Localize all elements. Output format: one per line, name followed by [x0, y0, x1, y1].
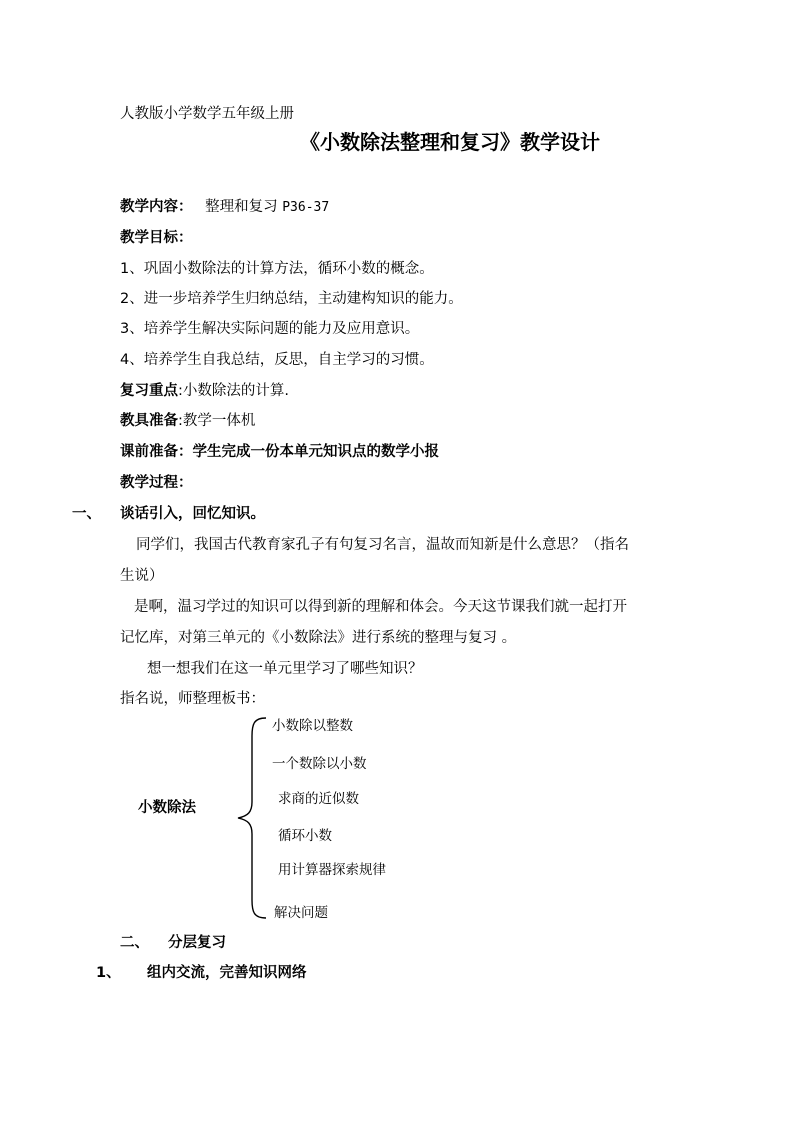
paragraph-line: 生说）: [120, 568, 164, 584]
prep-row: [120, 442, 439, 462]
diagram-branch: 一个数除以小数: [272, 756, 367, 772]
section2-number: 二、: [120, 935, 149, 951]
paragraph-line: 想一想我们在这一单元里学习了哪些知识？: [147, 661, 423, 677]
section2-title: 分层复习: [168, 935, 226, 951]
objective-item: 4、培养学生自我总结，反思，自主学习的习惯。: [120, 352, 434, 368]
diagram-branch: 解决问题: [274, 905, 328, 921]
content-value-pages: P36-37: [282, 200, 330, 215]
content-value-text: 整理和复习: [205, 199, 278, 215]
paragraph-line: 是啊，温习学过的知识可以得到新的理解和体会。今天这节课我们就一起打开: [134, 599, 627, 615]
document-subtitle: 人教版小学数学五年级上册: [120, 106, 294, 122]
prep-value: ：学生完成一份本单元知识点的数学小报: [178, 444, 439, 460]
focus-label: 复习重点: [120, 383, 178, 399]
brace-icon: [232, 716, 272, 920]
prep-label: 课前准备: [120, 444, 178, 460]
content-row: [120, 197, 329, 218]
focus-value: :小数除法的计算.: [178, 383, 289, 399]
objective-item: 2、进一步培养学生归纳总结，主动建构知识的能力。: [120, 291, 463, 307]
diagram-branch: 求商的近似数: [278, 791, 359, 807]
objectives-label: 教学目标：: [120, 230, 193, 246]
diagram-root-label: 小数除法: [138, 800, 196, 816]
diagram-branch: 循环小数: [278, 828, 332, 844]
tools-value: :教学一体机: [178, 413, 256, 429]
section1-title: 谈话引入，回忆知识。: [120, 506, 265, 522]
objective-item: 3、培养学生解决实际问题的能力及应用意识。: [120, 321, 420, 337]
objective-item: 1、巩固小数除法的计算方法，循环小数的概念。: [120, 261, 434, 277]
focus-row: [120, 381, 289, 401]
diagram-branch: 小数除以整数: [272, 718, 353, 734]
subsection1-title: 组内交流，完善知识网络: [147, 965, 307, 981]
section1-number: 一、: [72, 506, 101, 522]
paragraph-line: 记忆库，对第三单元的《小数除法》进行系统的整理与复习 。: [120, 630, 517, 646]
paragraph-line: 同学们，我国古代教育家孔子有句复习名言，温故而知新是什么意思？（指名: [136, 537, 629, 553]
document-title: 《小数除法整理和复习》教学设计: [300, 130, 600, 154]
diagram-branch: 用计算器探索规律: [278, 862, 386, 878]
content-label: 教学内容：: [120, 199, 193, 215]
paragraph-line: 指名说，师整理板书：: [120, 691, 265, 707]
tools-row: [120, 411, 255, 431]
subsection1-number: 1、: [96, 965, 121, 981]
tools-label: 教具准备: [120, 413, 178, 429]
process-label: 教学过程：: [120, 475, 193, 491]
